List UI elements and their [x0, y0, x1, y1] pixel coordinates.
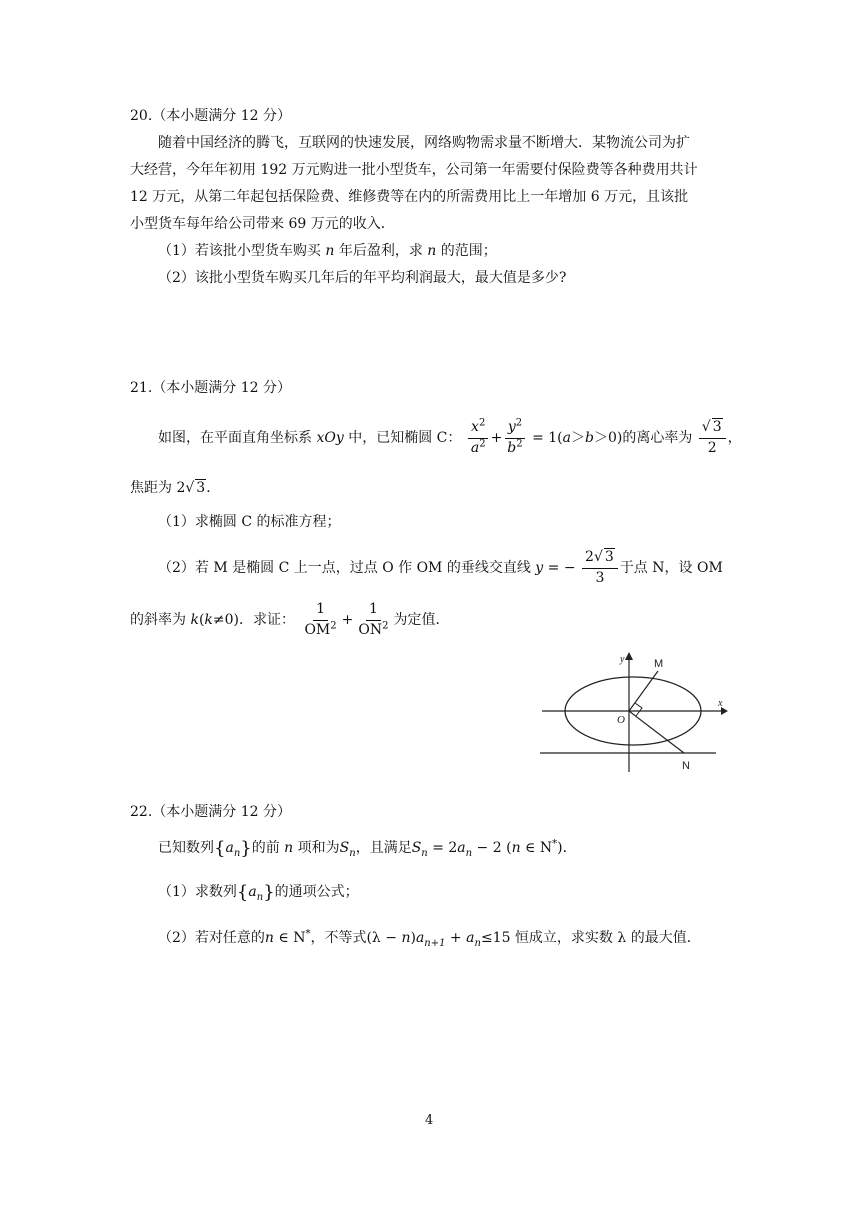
- q20-paragraph-line-3: 12 万元，从第二年起包括保险费、维修费等在内的所需费用比上一年增加 6 万元，且该批: [130, 189, 689, 205]
- q20-paragraph-line-1: 随着中国经济的腾飞，互联网的快速发展，网络购物需求量不断增大．某物流公司为扩: [158, 135, 690, 151]
- page-number: 4: [425, 1113, 434, 1128]
- q21-focal-distance: 焦距为 2√ 3．: [130, 480, 221, 496]
- q20-paragraph-line-4: 小型货车每年给公司带来 69 万元的收入．: [130, 216, 395, 232]
- q21-heading: 21.（本小题满分 12 分）: [130, 380, 291, 396]
- ellipse-x-fraction: $\frac{x^2}{a^2}$: [468, 420, 489, 456]
- label-m: M: [654, 658, 664, 670]
- q22-part-1: （1）求数列$\{a_n\}$的通项公式；: [158, 882, 359, 903]
- om-fraction: $\frac{1}{OM^2}$: [304, 601, 337, 638]
- on-fraction: $\frac{1}{ON^2}$: [358, 601, 389, 638]
- q21-part-2: （2）若 M 是椭圆 C 上一点，过点 O 作 OM 的垂线交直线 y = − $\frac{2√ 3}{3}$ 于点 N，设 OM: [158, 549, 723, 586]
- figure-background: [538, 648, 728, 776]
- line-y-fraction: $\frac{2√ 3}{3}$: [582, 550, 618, 586]
- q20-part-1: （1）若该批小型货车购买 n 年后盈利，求 n 的范围；: [158, 243, 497, 259]
- label-y: y: [620, 654, 625, 665]
- q22-heading: 22.（本小题满分 12 分）: [130, 804, 291, 820]
- eccentricity-fraction: $\frac{√ 3}{2}$: [699, 420, 726, 456]
- q22-intro-line: 已知数列$\{a_n\}$的前 n 项和为$S_n$，且满足$S_n = 2a_n - 2$ (n ∈ N*)．: [158, 838, 577, 859]
- ellipse-figure: [538, 648, 728, 776]
- q20-part-2: （2）该批小型货车购买几年后的年平均利润最大，最大值是多少?: [158, 270, 567, 286]
- label-x: x: [718, 698, 723, 709]
- label-n: N: [682, 760, 690, 772]
- q21-intro-line: 如图，在平面直角坐标系 xOy 中，已知椭圆 C： $\frac{x^2}{a^2}$ + $\frac{y^2}{b^2}$ = 1(a＞b＞0)的离心率为 $\frac{√ 3}{2}$ ，: [158, 417, 742, 456]
- q20-paragraph-line-2: 大经营，今年年初用 192 万元购进一批小型货车，公司第一年需要付保险费等各种费用共计: [130, 162, 698, 178]
- q21-part-1: （1）求椭圆 C 的标准方程；: [158, 514, 341, 530]
- q22-part-2: （2）若对任意的n ∈ N*，不等式$(\lambda - n)a_{n+1} + a_n\le 15$ 恒成立，求实数 λ 的最大值．: [158, 928, 701, 949]
- q21-part-2-continued: 的斜率为 k(k≠0)．求证： $\frac{1}{OM^2}$ + $\frac{1}{ON^2}$ 为定值．: [130, 601, 450, 638]
- label-o: O: [617, 714, 625, 726]
- ellipse-y-fraction: $\frac{y^2}{b^2}$: [504, 420, 525, 456]
- q20-heading: 20.（本小题满分 12 分）: [130, 108, 291, 124]
